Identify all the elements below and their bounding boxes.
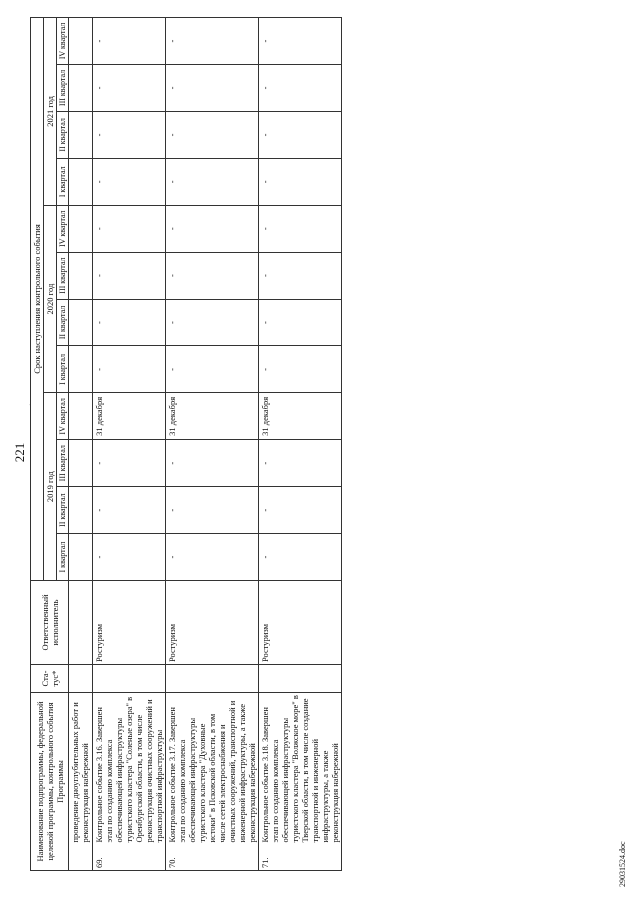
- header-year-2021: 2021 год: [44, 18, 57, 206]
- quarter-cell: -: [258, 440, 341, 487]
- quarter-cell: -: [258, 487, 341, 534]
- header-quarter: III квартал: [57, 252, 69, 299]
- quarter-cell: -: [92, 487, 165, 534]
- quarter-cell: -: [92, 252, 165, 299]
- table-row: [258, 18, 341, 871]
- quarter-cell: -: [92, 534, 165, 581]
- event-name: Контрольное событие 3.16. Завершен этап по созданию комплекса обеспечивающей инфраструктуры туристского кластера "Соленые озера" в Оренбургской области, в том числе реконструкция очистных сооружений и транспортной инфраструктуры: [92, 693, 165, 845]
- quarter-cell: -: [165, 440, 258, 487]
- responsible-cell: [69, 581, 92, 665]
- header-quarter: I квартал: [57, 534, 69, 581]
- quarter-cell: -: [92, 65, 165, 112]
- dot-mark: .: [23, 403, 34, 406]
- quarter-cell: -: [258, 111, 341, 158]
- responsible-cell: Ростуризм: [258, 581, 341, 665]
- header-status: Ста-тус*: [31, 665, 69, 693]
- row-number: [69, 845, 92, 871]
- quarter-cell: [69, 299, 92, 346]
- header-quarter: I квартал: [57, 346, 69, 393]
- responsible-cell: Ростуризм: [92, 581, 165, 665]
- quarter-cell: [69, 534, 92, 581]
- quarter-cell: -: [165, 534, 258, 581]
- header-quarter: I квартал: [57, 158, 69, 205]
- header-quarter: IV квартал: [57, 205, 69, 252]
- event-name: Контрольное событие 3.17. Завершен этап по созданию комплекса обеспечивающей инфраструктуры туристского кластера "Духовные истоки" в Псковской области, в том числе сетей электроснабжения и очистных сооружений, транспортной и инженерной инфраструктуры, а также реконструкция набережной: [165, 693, 258, 845]
- quarter-cell: [69, 18, 92, 65]
- table-row: [165, 18, 258, 871]
- quarter-cell: -: [165, 487, 258, 534]
- row-number: 69.: [92, 845, 165, 871]
- header-name: Наименование подпрограммы, федеральной целевой программы, контрольного события Программы: [31, 693, 69, 871]
- quarter-cell: -: [258, 252, 341, 299]
- document-id: 29031524.doc: [618, 841, 627, 887]
- header-year-2020: 2020 год: [44, 205, 57, 393]
- quarter-cell: -: [258, 65, 341, 112]
- quarter-cell: -: [92, 158, 165, 205]
- event-name: Контрольное событие 3.18. Завершен этап по созданию комплекса обеспечивающей инфраструктуры туристского кластера "Волжское море" в Тверской области, в том числе создание транспортной и инженерной инфраструктуры, а также реконструкция набережной: [258, 693, 341, 845]
- status-cell: [165, 665, 258, 693]
- header-year-2019: 2019 год: [44, 393, 57, 581]
- status-cell: [258, 665, 341, 693]
- quarter-cell: -: [92, 299, 165, 346]
- quarter-cell: 31 декабря: [165, 393, 258, 440]
- header-quarter: IV квартал: [57, 18, 69, 65]
- status-cell: [69, 665, 92, 693]
- row-number: 71.: [258, 845, 341, 871]
- quarter-cell: [69, 346, 92, 393]
- quarter-cell: -: [165, 252, 258, 299]
- quarter-cell: -: [165, 65, 258, 112]
- quarter-cell: -: [92, 18, 165, 65]
- quarter-cell: -: [258, 158, 341, 205]
- quarter-cell: 31 декабря: [258, 393, 341, 440]
- quarter-cell: -: [165, 18, 258, 65]
- row-number: 70.: [165, 845, 258, 871]
- quarter-cell: -: [258, 18, 341, 65]
- quarter-cell: [69, 487, 92, 534]
- quarter-cell: [69, 440, 92, 487]
- quarter-cell: [69, 393, 92, 440]
- quarter-cell: -: [165, 346, 258, 393]
- quarter-cell: -: [92, 346, 165, 393]
- quarter-cell: -: [165, 158, 258, 205]
- page-number: 221: [12, 442, 27, 463]
- quarter-cell: -: [165, 111, 258, 158]
- header-quarter: III квартал: [57, 65, 69, 112]
- quarter-cell: [69, 111, 92, 158]
- responsible-cell: Ростуризм: [165, 581, 258, 665]
- quarter-cell: -: [258, 534, 341, 581]
- quarter-cell: [69, 205, 92, 252]
- header-term: Срок наступления контрольного события: [31, 18, 44, 581]
- control-events-table: [30, 17, 342, 871]
- event-name: проведение дноуглубительных работ и реконструкция набережной: [69, 693, 92, 845]
- quarter-cell: [69, 65, 92, 112]
- quarter-cell: [69, 158, 92, 205]
- quarter-cell: -: [92, 205, 165, 252]
- table-row: [69, 18, 92, 871]
- header-quarter: II квартал: [57, 299, 69, 346]
- quarter-cell: -: [92, 440, 165, 487]
- quarter-cell: -: [92, 111, 165, 158]
- quarter-cell: -: [258, 346, 341, 393]
- header-quarter: II квартал: [57, 487, 69, 534]
- quarter-cell: -: [258, 205, 341, 252]
- status-cell: [92, 665, 165, 693]
- quarter-cell: -: [165, 299, 258, 346]
- table-row: [92, 18, 165, 871]
- header-responsible: Ответственный исполнитель: [31, 581, 69, 665]
- header-quarter: IV квартал: [57, 393, 69, 440]
- quarter-cell: [69, 252, 92, 299]
- header-quarter: III квартал: [57, 440, 69, 487]
- quarter-cell: 31 декабря: [92, 393, 165, 440]
- quarter-cell: -: [165, 205, 258, 252]
- quarter-cell: -: [258, 299, 341, 346]
- header-quarter: II квартал: [57, 111, 69, 158]
